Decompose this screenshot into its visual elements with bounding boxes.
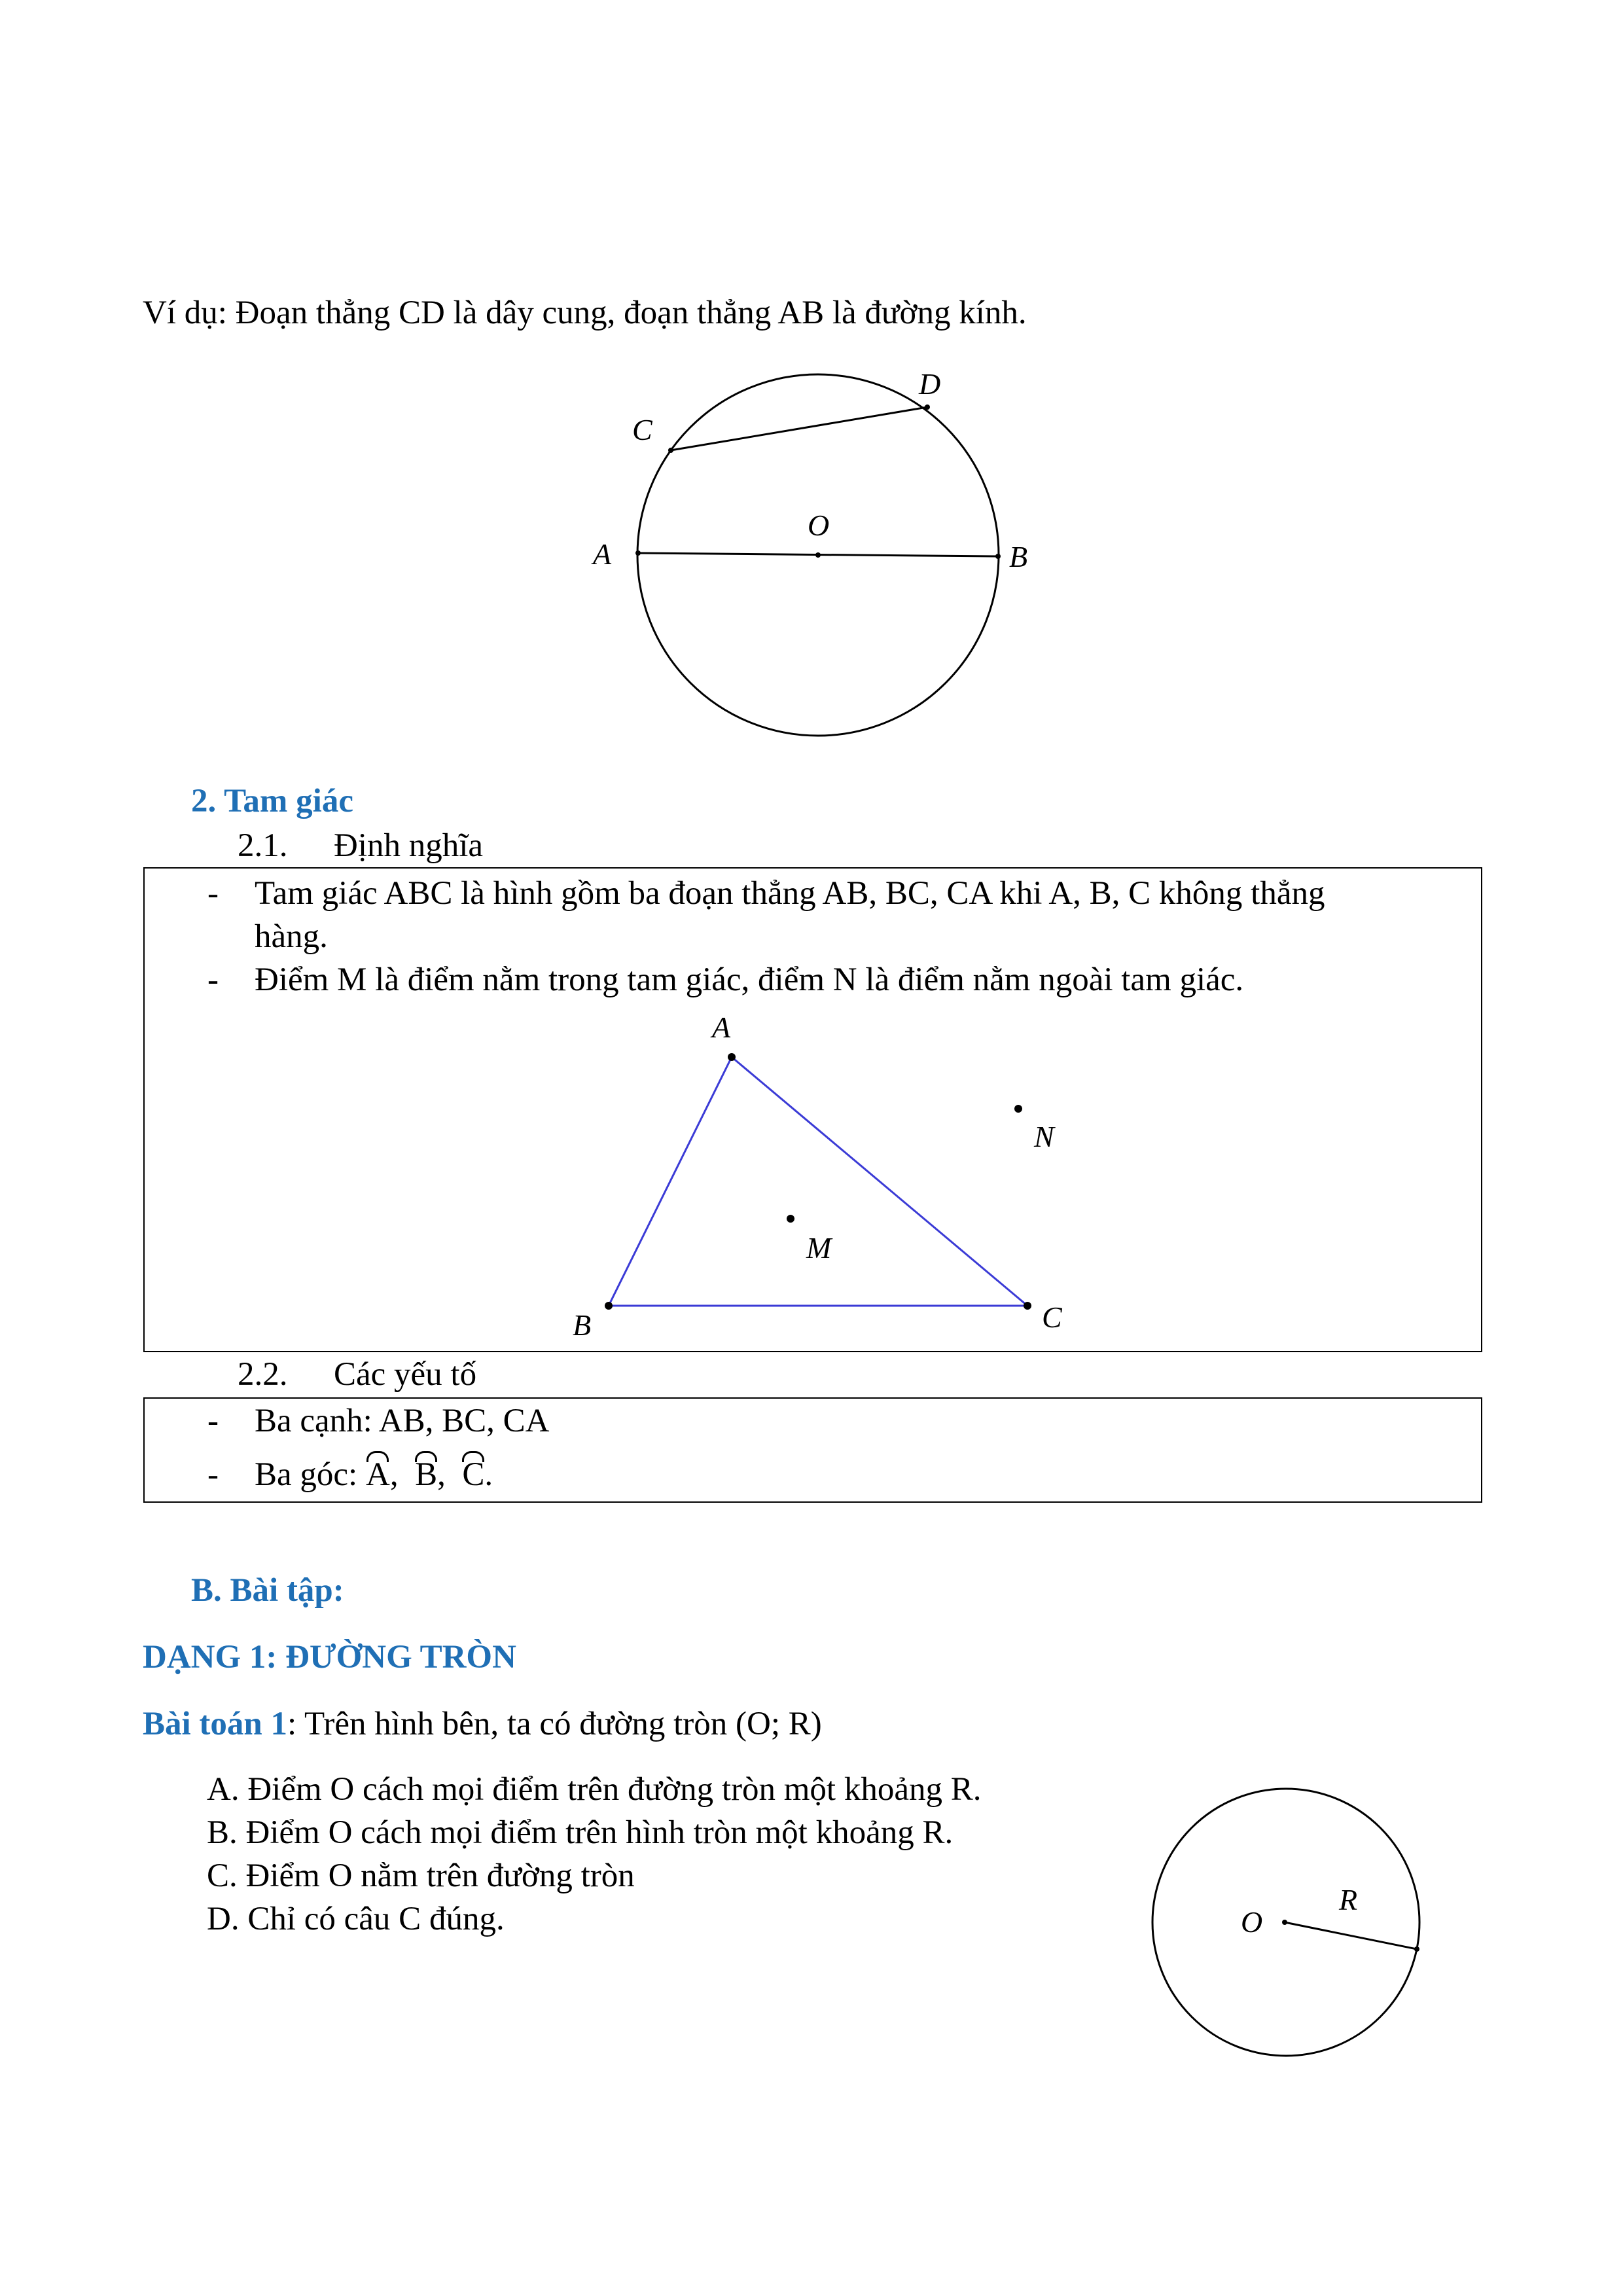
option-d[interactable]: D. Chỉ có câu C đúng. xyxy=(207,1901,505,1937)
point-m-label: M xyxy=(806,1231,832,1265)
option-c[interactable]: C. Điểm O nằm trên đường tròn xyxy=(207,1857,635,1894)
angle-a: A xyxy=(365,1456,390,1493)
subsection-2-1-title: Định nghĩa xyxy=(334,827,484,864)
subsection-2-2-title: Các yếu tố xyxy=(334,1356,477,1393)
def-item-2-text: Điểm M là điểm nằm trong tam giác, điểm N là điểm nằm ngoài tam giác. xyxy=(255,961,1244,998)
triangle-label-b: B xyxy=(573,1308,592,1342)
dang-1-title: DẠNG 1: ĐƯỜNG TRÒN xyxy=(143,1639,516,1676)
elem-item-1-dash: - xyxy=(207,1403,219,1439)
figure1-label-d: D xyxy=(919,367,941,401)
section-2-heading: 2. Tam giác xyxy=(191,783,353,819)
problem-1-label: Bài toán 1 xyxy=(143,1706,288,1742)
option-a[interactable]: A. Điểm O cách mọi điểm trên đường tròn một khoảng R. xyxy=(207,1771,982,1808)
def-item-2-dash: - xyxy=(207,961,219,998)
figure1-label-b: B xyxy=(1009,540,1028,573)
option-b[interactable]: B. Điểm O cách mọi điểm trên hình tròn một khoảng R. xyxy=(207,1814,954,1851)
figure1-label-c: C xyxy=(632,413,652,446)
angle-c: C xyxy=(462,1456,485,1493)
angle-b: B xyxy=(415,1456,438,1493)
elem-item-2-text: Ba góc: A, B, C. xyxy=(255,1456,493,1493)
example-text: Đoạn thẳng CD là dây cung, đoạn thẳng AB là đường kính. xyxy=(235,295,1027,331)
elem-item-1-text: Ba cạnh: AB, BC, CA xyxy=(255,1403,550,1439)
problem1-radius-end xyxy=(1414,1946,1419,1952)
example-prefix: Ví dụ: xyxy=(143,295,236,331)
angles-prefix: Ba góc: xyxy=(255,1456,366,1493)
def-item-1-text: Tam giác ABC là hình gồm ba đoạn thẳng AB, BC, CA khi A, B, C không thẳng xyxy=(255,875,1325,912)
problem-1-text: : Trên hình bên, ta có đường tròn (O; R) xyxy=(287,1706,822,1742)
subsection-2-1-number: 2.1. xyxy=(238,827,288,864)
problem1-label-r: R xyxy=(1339,1883,1358,1916)
triangle-label-a: A xyxy=(712,1011,731,1044)
point-n-label: N xyxy=(1034,1120,1054,1153)
problem1-label-o: O xyxy=(1241,1905,1263,1939)
problem1-center xyxy=(1282,1920,1287,1925)
subsection-2-2-number: 2.2. xyxy=(238,1356,288,1393)
section-b-heading: B. Bài tập: xyxy=(191,1572,344,1609)
def-item-1-dash: - xyxy=(207,875,219,912)
def-item-1-continuation: hàng. xyxy=(255,918,328,955)
triangle-label-c: C xyxy=(1042,1300,1062,1334)
figure1-label-a: A xyxy=(593,537,612,571)
problem1-radius xyxy=(1285,1922,1417,1949)
elem-item-2-dash: - xyxy=(207,1456,219,1493)
figure1-label-o: O xyxy=(808,509,830,542)
